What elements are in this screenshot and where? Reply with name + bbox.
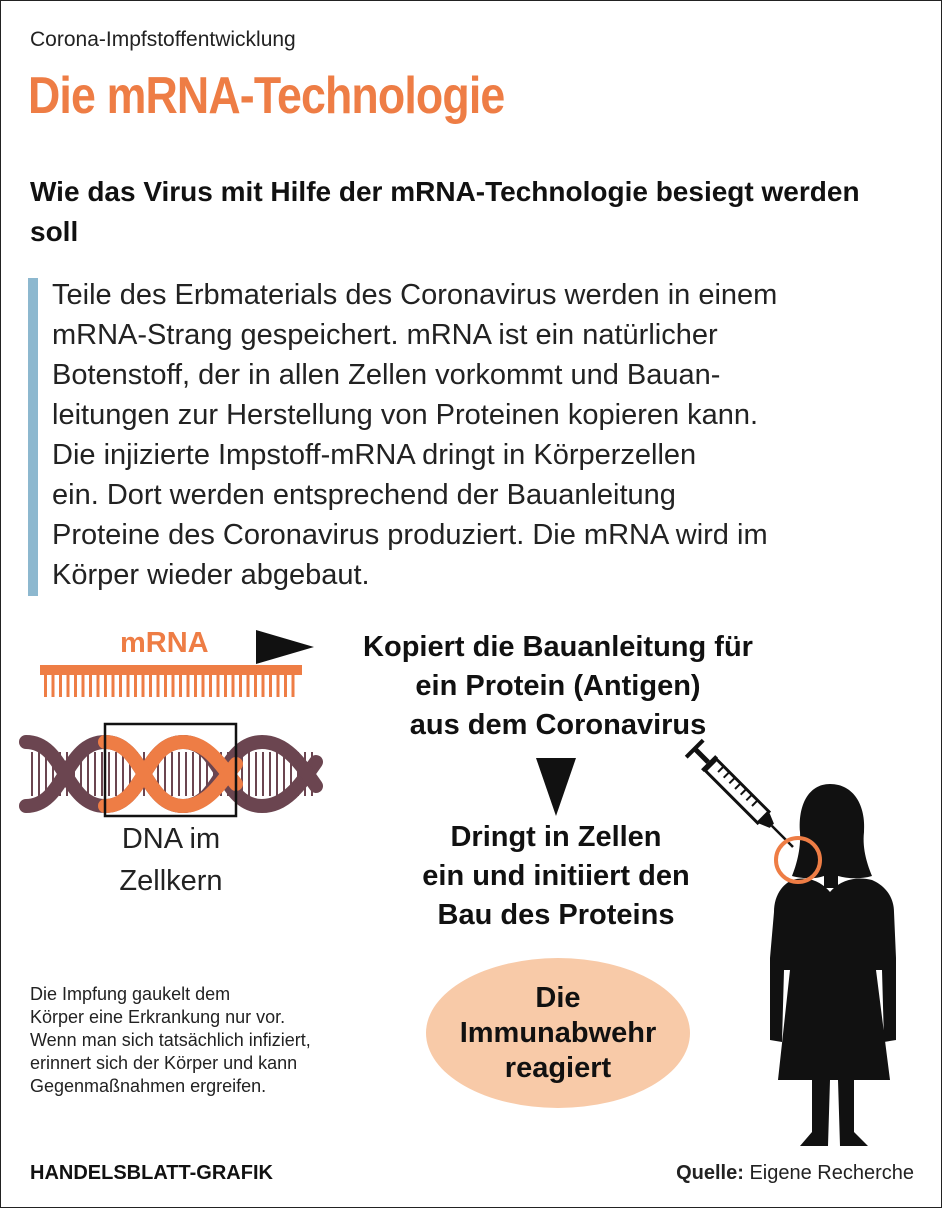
dna-label xyxy=(96,818,246,902)
dna-helix-icon xyxy=(26,722,322,818)
injection-site-circle xyxy=(772,834,824,886)
intro-line: ein. Dort werden entsprechend der Bauanleitung xyxy=(52,479,676,511)
kicker: Corona-Impfstoffentwicklung xyxy=(30,28,296,51)
credit: HANDELSBLATT-GRAFIK xyxy=(30,1162,273,1184)
intro-line: leitungen zur Herstellung von Proteinen kopieren kann. xyxy=(52,399,759,431)
explanation-note xyxy=(30,983,410,1098)
immune-response-ellipse xyxy=(426,958,690,1108)
step-copy xyxy=(330,628,786,745)
intro-line: Botenstoff, der in allen Zellen vorkommt und Bauan- xyxy=(52,359,721,391)
intro-accent-bar xyxy=(28,278,38,596)
step-enter-cell-line: Dringt in Zellen xyxy=(450,821,662,853)
subtitle: Wie das Virus mit Hilfe der mRNA-Technologie besiegt werden soll xyxy=(30,176,860,247)
note-line: Gegenmaßnahmen ergreifen. xyxy=(30,1076,267,1096)
note-line: Wenn man sich tatsächlich infiziert, xyxy=(30,1030,311,1050)
step-enter-cell-line: Bau des Proteins xyxy=(437,899,675,931)
source-value: Eigene Recherche xyxy=(749,1162,914,1184)
step-copy-line: Kopiert die Bauanleitung für xyxy=(363,631,753,663)
intro-line: Teile des Erbmaterials des Coronavirus werden in einem xyxy=(52,279,778,311)
arrow-down-icon xyxy=(536,758,576,816)
source xyxy=(676,1162,914,1185)
mrna-strand-icon xyxy=(40,665,302,705)
dna-label-line: Zellkern xyxy=(119,865,223,897)
note-line: Die Impfung gaukelt dem xyxy=(30,984,231,1004)
immune-line: reagiert xyxy=(504,1051,612,1084)
arrow-right-icon xyxy=(256,630,314,664)
intro-line: Proteine des Coronavirus produziert. Die mRNA wird im xyxy=(52,519,768,551)
intro-line: mRNA-Strang gespeichert. mRNA ist ein natürlicher xyxy=(52,319,718,351)
note-line: Körper eine Erkrankung nur vor. xyxy=(30,1007,286,1027)
intro-line: Körper wieder abgebaut. xyxy=(52,559,370,591)
immune-line: Immunabwehr xyxy=(459,1016,657,1049)
mrna-label: mRNA xyxy=(120,627,209,659)
step-enter-cell xyxy=(376,818,736,935)
intro-line: Die injizierte Impstoff-mRNA dringt in Körperzellen xyxy=(52,439,697,471)
step-copy-line: aus dem Coronavirus xyxy=(409,709,707,741)
page-title: Die mRNA-Technologie xyxy=(28,67,505,125)
intro-text xyxy=(52,275,922,595)
immune-line: Die xyxy=(535,981,581,1014)
source-label: Quelle: xyxy=(676,1162,744,1184)
step-copy-line: ein Protein (Antigen) xyxy=(415,670,701,702)
step-enter-cell-line: ein und initiiert den xyxy=(422,860,690,892)
dna-label-line: DNA im xyxy=(121,823,221,855)
note-line: erinnert sich der Körper und kann xyxy=(30,1053,298,1073)
